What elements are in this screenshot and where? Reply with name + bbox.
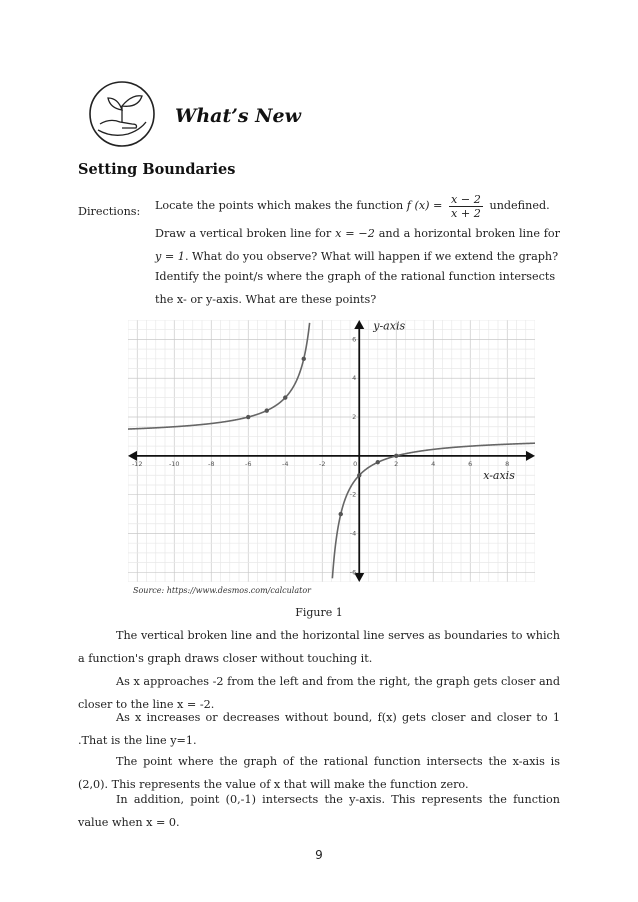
- directions-paragraph-2: [155, 222, 560, 268]
- y-axis-label: y-axis: [373, 320, 406, 333]
- body-paragraph-4: The point where the graph of the rational function intersects the x-axis is (2,0). This represents the value of x that will make the function zero.: [78, 755, 560, 791]
- x-axis-arrow-right: [526, 451, 535, 461]
- fraction-numerator: x − 2: [451, 192, 481, 206]
- figure-source: Source: https://www.desmos.com/calculator: [133, 586, 311, 595]
- body-paragraph-3: As x increases or decreases without bound, f(x) gets closer and closer to 1 .That is the line y=1.: [78, 711, 560, 747]
- x-tick-label: 6: [468, 459, 473, 468]
- data-point: [265, 408, 269, 412]
- y-axis-arrow-up: [354, 320, 364, 329]
- x-tick-label: -8: [208, 459, 215, 468]
- vertical-line-equation: x = −2: [335, 227, 375, 240]
- section-title: What’s New: [175, 105, 301, 127]
- body-paragraph-1: The vertical broken line and the horizontal line serves as boundaries to which a function's graph draws closer without touching it.: [78, 629, 560, 665]
- data-point: [394, 454, 398, 458]
- function-fraction: [449, 193, 483, 220]
- x-tick-label: -12: [131, 459, 143, 468]
- y-tick-label: 2: [352, 413, 357, 422]
- data-point: [246, 415, 250, 419]
- section-heading: Setting Boundaries: [78, 161, 236, 178]
- x-tick-label: -2: [319, 459, 326, 468]
- x-axis-label: x-axis: [483, 468, 515, 482]
- directions-paragraph-3: Identify the point/s where the graph of the rational function intersects the x- or y-axis. What are these points?: [155, 270, 556, 306]
- y-tick-label: -2: [349, 490, 357, 499]
- directions-label: Directions:: [78, 205, 141, 218]
- data-point: [376, 460, 380, 464]
- x-tick-label: -4: [282, 459, 289, 468]
- fraction-denominator: x + 2: [451, 206, 481, 220]
- x-tick-label: -10: [168, 459, 180, 468]
- page-number: 9: [315, 848, 323, 862]
- body-paragraph-5: In addition, point (0,-1) intersects the y-axis. This represents the function value when x = 0.: [78, 793, 560, 829]
- curve-left-branch: [128, 323, 310, 429]
- directions-paragraph-1: [155, 192, 560, 220]
- function-label: f (x) =: [406, 199, 443, 212]
- y-tick-label: -4: [349, 529, 357, 538]
- rational-function-graph: [128, 320, 535, 582]
- x-tick-label: 2: [394, 459, 399, 468]
- directions-text: Locate the points which makes the function: [155, 199, 404, 212]
- horizontal-line-equation: y = 1: [155, 250, 185, 263]
- directions-text-end: undefined.: [489, 199, 550, 212]
- x-tick-label: 0: [353, 459, 358, 468]
- directions-text: Draw a vertical broken line for: [155, 227, 332, 240]
- data-point: [283, 395, 287, 399]
- directions-text: and a horizontal broken line for: [378, 227, 561, 240]
- hand-with-seedling-icon: [88, 80, 156, 148]
- x-tick-label: -6: [245, 459, 252, 468]
- directions-text: . What do you observe? What will happen if we extend the graph?: [184, 250, 559, 263]
- data-point: [339, 512, 343, 516]
- body-paragraph-2: As x approaches -2 from the left and from the right, the graph gets closer and closer to the line x = -2.: [78, 675, 560, 711]
- x-tick-label: 4: [431, 459, 436, 468]
- data-point: [357, 473, 361, 477]
- y-tick-label: 4: [352, 374, 357, 383]
- y-tick-label: 6: [352, 335, 357, 344]
- y-tick-label: -6: [349, 568, 357, 577]
- data-point: [302, 357, 306, 361]
- figure-caption: Figure 1: [295, 606, 343, 619]
- x-tick-label: 8: [505, 459, 510, 468]
